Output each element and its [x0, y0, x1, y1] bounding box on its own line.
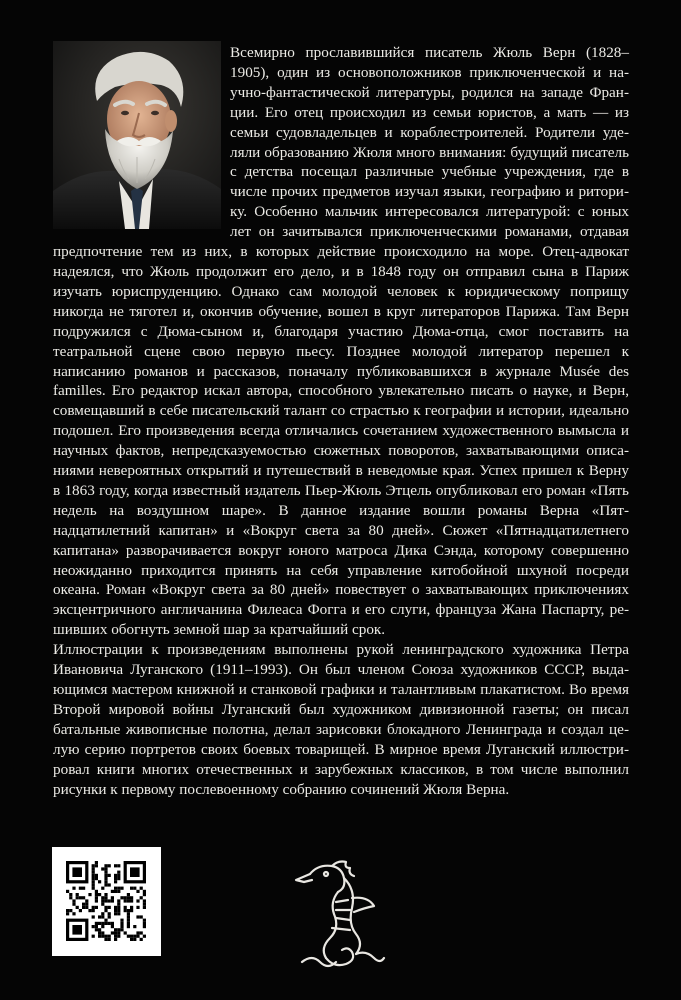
portrait-spacer	[53, 43, 230, 241]
paragraph-illustrator: Иллюстрации к произведениям выполнены рукой ленинградского художника Петра Ивановича Луганского (1911–1993). Он был членом Союза художников СССР, выдающимся мастером книжной и станковой графики и талантливым плакатистом. Во время Второй мировой войны Луганский был художником дивизионной газеты; он писал батальные живописные полотна, делал зарисовки блокадного Ленинграда и создал целую серию портретов своих боевых товарищей. В мирное время Луганский иллюстрировал книги многих отечественных и зарубежных классиков, в том числе выполнил рисунки к первому послевоенному собранию сочинений Жюля Верна.	[53, 641, 629, 798]
paragraph-biography: Всемирно прославившийся писатель Жюль Верн (1828–1905), один из основоположников приключенческой и научно-фантастической литературы, родился на западе Франции. Его отец происходил из семьи юристов, а мать — из семьи судовладельцев и кораблестроителей. Родители уделяли образованию Жюля много внимания: будущий писатель с детства посещал различные учебные учреждения, где в числе прочих предметов изучал языки, географию и риторику. Особенно мальчик интересовался литературой: с юных лет он зачитывался приключенческими романами, отдавая предпочтение тем из них, в которых действие происходило на море. Отец-адвокат надеялся, что Жюль продолжит его дело, и в 1848 году он отправил сына в Париж изучать юриспруденцию. Однако сам молодой человек к юридическому поприщу никогда не тяготел и, окончив обучение, вошел в круг литераторов Парижа. Там Верн подружился с Дюма-сыном и, благодаря участию Дюма-отца, смог поставить на театральной сцене свою первую пьесу. Позднее молодой литератор перешел к написанию романов и рассказов, поначалу публиковавшихся в журнале Musée des familles. Его редактор искал автора, способного увлекательно писать о науке, и Верн, совмещавший в себе писательский талант со страстью к географии и истории, идеально подошел. Его произведения всегда отличались сочетанием художественного вымысла и научных фактов, непредсказуемостью сюжетных поворотов, захватывающими описаниями невероятных открытий и путешествий в неведомые края. Успех пришел к Верну в 1863 году, когда известный издатель Пьер-Жюль Этцель опубликовал его роман «Пять недель на воздушном шаре». В данное издание вошли романы Верна «Пятнадцатилетний капитан» и «Вокруг света за 80 дней». Сюжет «Пятнадцатилетнего капитана» разворачивается вокруг юного матроса Дика Сэнда, которому совершенно неожиданно приходится принять на себя управление китобойной шхуной посреди океана. Роман «Вокруг света за 80 дней» повествует о захватывающих приключениях эксцентричного англичанина Филеаса Фогга и его слуги, француза Жана Паспарту, решивших обогнуть земной шар за кратчайший срок.	[53, 44, 629, 639]
seahorse-logo-icon	[290, 858, 388, 970]
biography-text	[53, 43, 629, 799]
qr-code-icon	[52, 847, 161, 956]
